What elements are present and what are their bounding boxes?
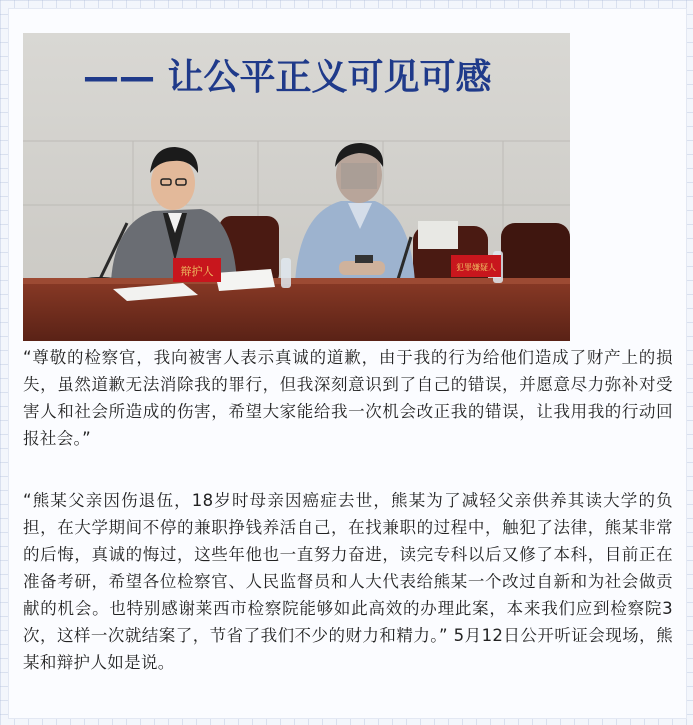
hearing-photo [23, 33, 570, 341]
nameplate-defense-lawyer-label: 辩护人 [180, 265, 214, 278]
article-paragraph-2: “熊某父亲因伤退伍，18岁时母亲因癌症去世，熊某为了减轻父亲供养其读大学的负担，在大学期间不停的兼职挣钱养活自己，在找兼职的过程中，触犯了法律，熊某非常的后悔，真诚的悔过，这些年他也一直努力奋进，读完专科以后又修了本科，目前正在准备考研，希望各位检察官、人民监督员和人大代表给熊某一个改过自新和为社会做贡献的机会。也特别感谢莱西市检察院能够如此高效的办理此案，本来我们应到检察院3次，这样一次就结案了，节省了我们不少的财力和精力。” 5月12日公开听证会现场，熊某和辩护人如是说。 [23, 491, 673, 672]
nameplate-suspect [451, 255, 501, 277]
nameplate-defense-lawyer [173, 258, 221, 282]
nameplate-suspect-label: 犯罪嫌疑人 [456, 263, 496, 272]
banner-slogan: —— 让公平正义可见可感 [83, 57, 492, 98]
photo-radiator [418, 221, 458, 249]
photo-table [23, 278, 570, 341]
article-paragraph-1: “尊敬的检察官，我向被害人表示真诚的道歉，由于我的行为给他们造成了财产上的损失，虽然道歉无法消除我的罪行，但我深刻意识到了自己的错误，并愿意尽力弥补对受害人和社会所造成的伤害，希望大家能给我一次机会改正我的错误，让我用我的行动回报社会。” [23, 348, 673, 448]
